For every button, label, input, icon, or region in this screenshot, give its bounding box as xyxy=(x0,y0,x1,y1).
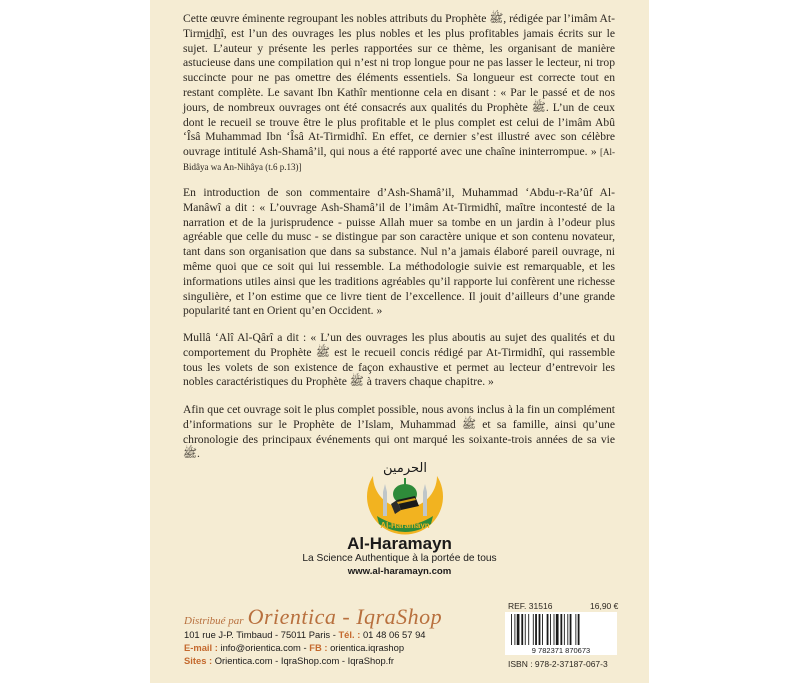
distributor-heading xyxy=(184,604,442,630)
reference-number: REF. 31516 xyxy=(508,601,553,611)
paragraph-complement-text: Afin que cet ouvrage soit le plus complet possible, nous avons inclus à la fin un complément d’informations sur le Prophète de l’Islam, Muhammad ﷺ et sa famille, ainsi qu’une chronologie des principaux événements qui ont marqué les soixante-trois années de sa vie ﷺ. xyxy=(183,403,616,461)
paragraph-intro xyxy=(183,12,615,175)
barcode xyxy=(505,612,617,655)
paragraph-manawi xyxy=(183,186,615,319)
paragraph-qari xyxy=(183,331,615,390)
fb-label: FB : xyxy=(309,642,328,653)
logo-ribbon-text: Al-Haramayn xyxy=(380,521,430,530)
distributor-name: Orientica - IqraShop xyxy=(247,604,443,629)
distributor-address: 101 rue J-P. Timbaud - 75011 Paris - xyxy=(184,629,336,640)
tel-number[interactable]: 01 48 06 57 94 xyxy=(362,629,426,640)
distributor-sites-line xyxy=(184,655,394,666)
publisher-tagline: La Science Authentique à la portée de tous xyxy=(302,553,497,564)
logo-arabic-text: الحرمين xyxy=(383,461,427,476)
sites-list[interactable]: Orientica.com - IqraShop.com - IqraShop.fr xyxy=(214,655,394,666)
citation-reference: [Al-Bidâya wa An-Nihâya (t.6 p.13)] xyxy=(183,147,615,172)
isbn: ISBN : 978-2-37187-067-3 xyxy=(508,659,608,669)
sites-label: Sites : xyxy=(184,655,213,666)
price: 16,90 € xyxy=(590,601,619,611)
paragraph-manawi-text: En introduction de son commentaire d’Ash-Shamâ’il, Muhammad ‘Abdu-r-Ra’ûf Al-Manâwî a dit : « L’ouvrage Ash-Shamâ’il de l’imâm At-Tirmidhî, maître incontesté de la narration et de la jurisprudence - puisse Allah muer sa tombe en un jardin à l’odeur plus agréable que celle du musc - se distingue par son caractère unique et son contenu novateur, tant dans son organisation que dans sa substance. Nul n’a jamais élaboré pareil ouvrage, ni même quoi que ce soit qui lui ressemble. La méthodologie suivie est remarquable, et les informations utiles ainsi que les traditions agréables qu’il rapporte lui confèrent une richesse singulière, et l’on estime que ce livre tient de l’excellence. Il jouit d’ailleurs d’une grande popularité tant en Orient qu’en Occident. » xyxy=(183,186,615,318)
distributor-address-line xyxy=(184,629,426,640)
paragraph-qari-text: Mullâ ‘Alî Al-Qârî a dit : « L’un des ouvrages les plus aboutis au sujet des qualités et du comportement du Prophète ﷺ est le recueil concis rédigé par At-Tirmidhî, qui rassemble tous les volets de son existence de façon exhaustive et permet au lecteur d’entrevoir les nobles caractéristiques du Prophète ﷺ à travers chaque chapitre. » xyxy=(183,331,615,389)
fb-handle[interactable]: orientica.iqrashop xyxy=(330,642,405,653)
publisher-url[interactable]: www.al-haramayn.com xyxy=(347,566,452,577)
paragraph-complement xyxy=(183,403,615,462)
email-label: E-mail : xyxy=(184,642,218,653)
email-address[interactable]: info@orientica.com - xyxy=(220,642,307,653)
distributor-email-line xyxy=(184,642,404,653)
barcode-icon xyxy=(505,612,617,655)
back-cover xyxy=(150,0,649,683)
paragraph-intro-text: Cette œuvre éminente regroupant les nobles attributs du Prophète ﷺ, rédigée par l’imâm At-Tirmi̲dh̲î, est l’un des ouvrages les plus nobles et les plus profitables jamais écrits sur le sujet. L’auteur y présente les perles rapportées sur ce thème, les organisant de manière astucieuse dans une compilation qui n’est ni trop longue pour ne pas lasser le lecteur, ni trop succincte pour ne pas omettre des éléments essentiels. Sa longueur est correcte tout en restant complète. Le savant Ibn Kathîr mentionne cela en disant : « Par le passé et de nos jours, de nombreux ouvrages ont été consacrés aux qualités du Prophète ﷺ. L’un de ceux dont le recueil se trouve être le plus profitable et le plus complet est celui de l’imâm Abû ‘Îsâ Muhammad Ibn ‘Îsâ At-Tirmidhî. En effet, ce dernier s’est illustré avec son célèbre ouvrage intitulé Ash-Shamâ’il, qui nous a été rapporté avec une chaîne ininterrompue. » xyxy=(183,12,615,159)
tel-label: Tél. : xyxy=(338,629,361,640)
barcode-digits: 9 782371 870673 xyxy=(531,646,591,655)
publisher-name: Al-Haramayn xyxy=(347,534,452,553)
distributor-label: Distribué par xyxy=(184,615,244,627)
